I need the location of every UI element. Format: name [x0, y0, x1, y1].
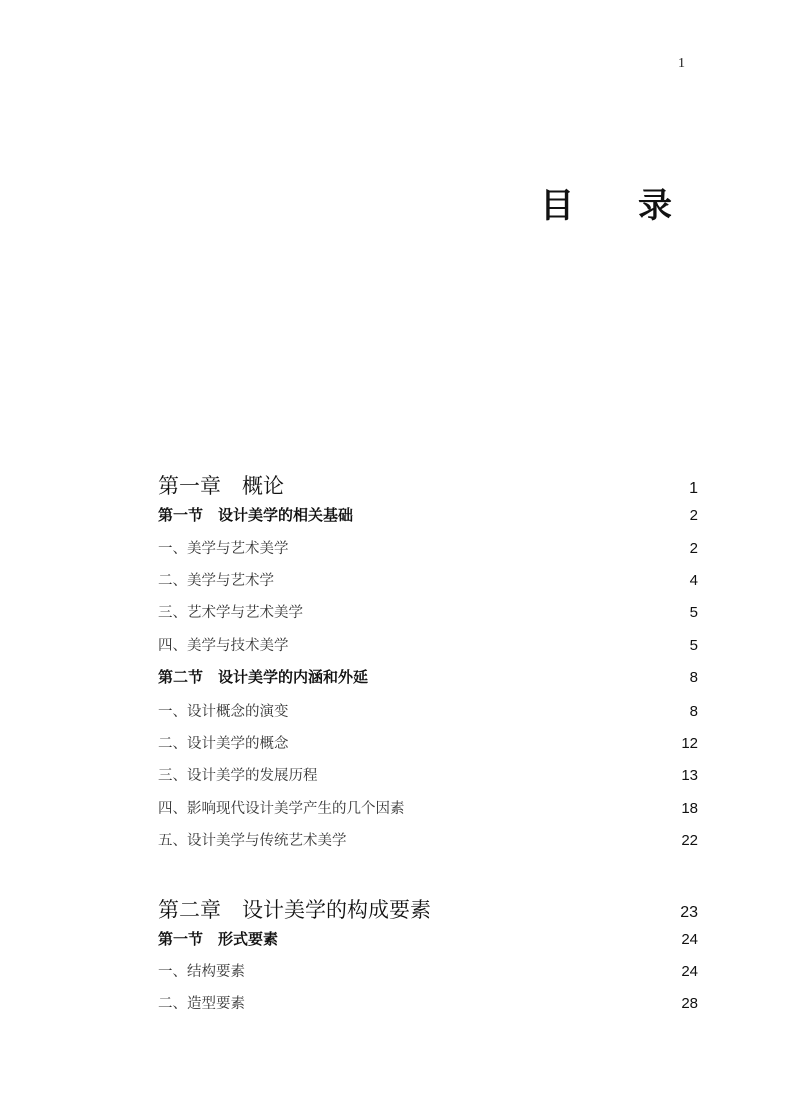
toc-entry-chapter[interactable] [158, 894, 698, 924]
page-number: 1 [678, 56, 685, 71]
toc-entry-page: 5 [689, 604, 698, 621]
toc-entry-page: 2 [689, 507, 698, 524]
toc-entry-item[interactable] [158, 960, 698, 981]
toc-entry-item[interactable] [158, 601, 698, 622]
toc-entry-page: 4 [689, 572, 698, 589]
toc-entry-label: 二、设计美学的概念 [158, 736, 289, 752]
toc-entry-page: 13 [681, 767, 698, 784]
toc-entry-page: 8 [689, 703, 698, 720]
toc-entry-label: 二、造型要素 [158, 996, 245, 1012]
toc-entry-label: 五、设计美学与传统艺术美学 [158, 833, 347, 849]
toc-entry-label: 第二节 设计美学的内涵和外延 [158, 668, 369, 686]
toc-entry-page: 2 [689, 540, 698, 557]
toc-entry-section[interactable] [158, 928, 698, 949]
toc-entry-page: 24 [681, 931, 698, 948]
toc-entry-section[interactable] [158, 504, 698, 525]
toc-entry-item[interactable] [158, 992, 698, 1013]
toc-entry-page: 8 [689, 669, 698, 686]
toc-entry-label: 一、结构要素 [158, 964, 245, 980]
toc-entry-section[interactable] [158, 666, 698, 687]
toc-entry-label: 三、设计美学的发展历程 [158, 768, 318, 784]
toc-entry-label: 第一章 概论 [158, 474, 284, 498]
toc-entry-label: 一、设计概念的演变 [158, 704, 289, 720]
toc-entry-item[interactable] [158, 732, 698, 753]
toc-entry-page: 5 [689, 637, 698, 654]
toc-entry-item[interactable] [158, 797, 698, 818]
page-title: 目 录 [540, 186, 698, 226]
toc-entry-label: 三、艺术学与艺术美学 [158, 605, 303, 621]
toc-entry-page: 28 [681, 995, 698, 1012]
toc-entry-item[interactable] [158, 537, 698, 558]
toc-entry-item[interactable] [158, 700, 698, 721]
toc-entry-page: 18 [681, 800, 698, 817]
toc-entry-label: 四、美学与技术美学 [158, 638, 289, 654]
toc-entry-label: 一、美学与艺术美学 [158, 541, 289, 557]
toc-entry-label: 第一节 形式要素 [158, 930, 279, 948]
toc-entry-item[interactable] [158, 764, 698, 785]
toc-entry-page: 23 [680, 904, 698, 921]
toc-entry-page: 12 [681, 735, 698, 752]
toc-entry-item[interactable] [158, 569, 698, 590]
toc-entry-page: 1 [689, 480, 698, 497]
toc-entry-label: 第二章 设计美学的构成要素 [158, 898, 431, 922]
toc-entry-label: 二、美学与艺术学 [158, 573, 274, 589]
toc-entry-chapter[interactable] [158, 470, 698, 500]
toc-entry-item[interactable] [158, 634, 698, 655]
toc-entry-label: 第一节 设计美学的相关基础 [158, 506, 354, 524]
toc-entry-page: 22 [681, 832, 698, 849]
toc-entry-page: 24 [681, 963, 698, 980]
toc-entry-item[interactable] [158, 829, 698, 850]
toc-entry-label: 四、影响现代设计美学产生的几个因素 [158, 801, 405, 817]
